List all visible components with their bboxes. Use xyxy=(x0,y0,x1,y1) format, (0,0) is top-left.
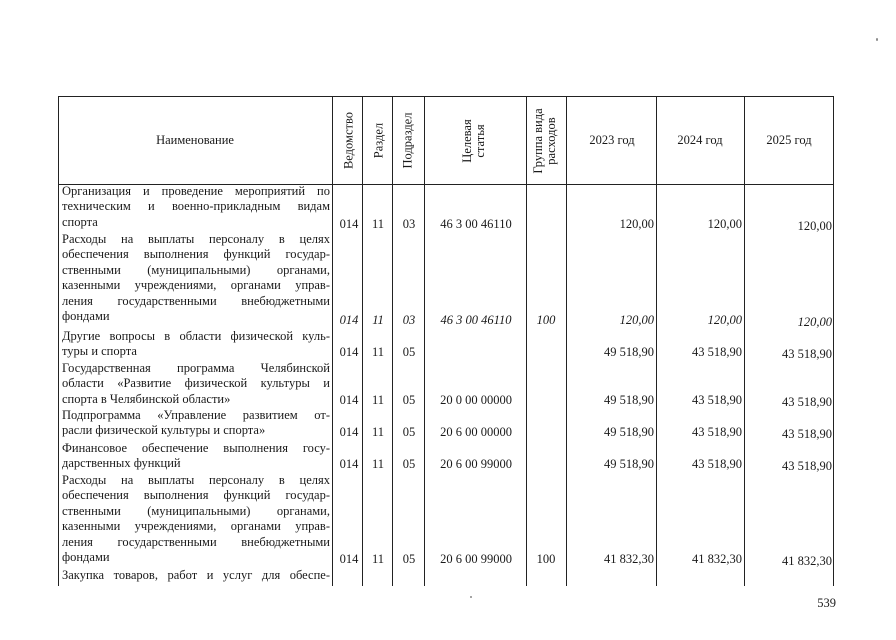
cell-razdel: 11 xyxy=(371,345,385,359)
col-border xyxy=(362,96,363,586)
cell-2023: 49 518,90 xyxy=(604,393,654,407)
cell-podrazdel: 05 xyxy=(402,457,416,471)
row-name xyxy=(62,232,330,324)
cell-podrazdel: 05 xyxy=(402,393,416,407)
cell-2025: 120,00 xyxy=(797,219,832,233)
header-gruppa xyxy=(532,98,562,184)
row-name xyxy=(62,184,330,230)
cell-2023: 120,00 xyxy=(619,313,654,327)
row-name xyxy=(62,441,330,472)
row-name-line: казенными учреждениями, органами управ- xyxy=(62,519,330,534)
cell-2024: 120,00 xyxy=(707,313,742,327)
row-name xyxy=(62,568,330,583)
row-name-line: ственными (муниципальными) органами, xyxy=(62,262,330,277)
cell-podrazdel: 03 xyxy=(402,217,416,231)
cell-gruppa: 100 xyxy=(536,552,556,566)
col-border xyxy=(526,96,527,586)
cell-podrazdel: 03 xyxy=(402,313,416,327)
cell-2023: 120,00 xyxy=(619,217,654,231)
header-2024: 2024 год xyxy=(677,133,723,147)
cell-vedomstvo: 014 xyxy=(339,345,359,359)
cell-2025: 43 518,90 xyxy=(782,427,832,441)
row-name-line: фондами xyxy=(62,308,110,323)
row-name-line: Расходы на выплаты персоналу в целях xyxy=(62,473,330,487)
cell-vedomstvo: 014 xyxy=(339,393,359,407)
cell-vedomstvo: 014 xyxy=(339,457,359,471)
row-name-line: Организация и проведение мероприятий по xyxy=(62,184,330,198)
row-name xyxy=(62,329,330,360)
cell-celevaya: 20 6 00 00000 xyxy=(440,425,512,439)
row-name-line: техническим и военно-прикладным видам xyxy=(62,199,330,214)
header-gruppa-line1: Группа вида xyxy=(531,108,545,174)
header-celevaya xyxy=(461,93,491,189)
header-2023: 2023 год xyxy=(589,133,635,147)
cell-celevaya: 20 6 00 99000 xyxy=(440,552,512,566)
row-name-line: фондами xyxy=(62,549,110,564)
row-name-line: Другие вопросы в области физической куль- xyxy=(62,329,330,343)
row-name-line: дарственных функций xyxy=(62,456,181,471)
row-name-line: Закупка товаров, работ и услуг для обеспе- xyxy=(62,568,330,582)
cell-vedomstvo: 014 xyxy=(339,313,359,327)
row-name-line: ления государственными внебюджетными xyxy=(62,534,330,549)
cell-razdel: 11 xyxy=(371,552,385,566)
cell-razdel: 11 xyxy=(371,393,385,407)
cell-2024: 41 832,30 xyxy=(692,552,742,566)
row-name-line: казенными учреждениями, органами управ- xyxy=(62,278,330,293)
cell-2025: 43 518,90 xyxy=(782,459,832,473)
cell-razdel: 11 xyxy=(371,425,385,439)
cell-podrazdel: 05 xyxy=(402,552,416,566)
col-border xyxy=(332,96,333,586)
cell-2025: 120,00 xyxy=(797,315,832,329)
cell-podrazdel: 05 xyxy=(402,345,416,359)
header-name: Наименование xyxy=(156,133,234,147)
scan-speck xyxy=(876,38,878,41)
row-name-line: расли физической культуры и спорта» xyxy=(62,423,266,438)
cell-celevaya: 20 0 00 00000 xyxy=(440,393,512,407)
cell-podrazdel: 05 xyxy=(402,425,416,439)
row-name-line: области «Развитие физической культуры и xyxy=(62,376,330,391)
col-border xyxy=(392,96,393,586)
col-border xyxy=(744,96,745,586)
row-name xyxy=(62,473,330,565)
cell-2023: 49 518,90 xyxy=(604,457,654,471)
cell-razdel: 11 xyxy=(371,457,385,471)
cell-2024: 43 518,90 xyxy=(692,425,742,439)
header-2025: 2025 год xyxy=(766,133,812,147)
cell-2025: 43 518,90 xyxy=(782,395,832,409)
col-border xyxy=(833,96,834,586)
header-vedomstvo: Ведомство xyxy=(341,111,356,170)
cell-2024: 120,00 xyxy=(707,217,742,231)
cell-celevaya: 20 6 00 99000 xyxy=(440,457,512,471)
header-gruppa-line2: расходов xyxy=(544,117,558,165)
header-celevaya-line2: статья xyxy=(473,124,487,158)
col-border xyxy=(58,96,59,586)
cell-vedomstvo: 014 xyxy=(339,552,359,566)
cell-razdel: 11 xyxy=(371,217,385,231)
cell-2023: 49 518,90 xyxy=(604,345,654,359)
col-border xyxy=(656,96,657,586)
col-border xyxy=(424,96,425,586)
row-name-line: ления государственными внебюджетными xyxy=(62,293,330,308)
row-name-line: Расходы на выплаты персоналу в целях xyxy=(62,232,330,246)
row-name-line: Финансовое обеспечение выполнения госу- xyxy=(62,441,330,455)
page-number: 539 xyxy=(817,596,836,610)
cell-celevaya: 46 3 00 46110 xyxy=(440,313,512,327)
header-podrazdel: Подраздел xyxy=(400,112,415,169)
cell-2025: 41 832,30 xyxy=(782,554,832,568)
row-name-line: туры и спорта xyxy=(62,344,137,359)
row-name-line: Государственная программа Челябинской xyxy=(62,361,330,375)
cell-celevaya: 46 3 00 46110 xyxy=(440,217,512,231)
cell-razdel: 11 xyxy=(372,313,384,327)
cell-vedomstvo: 014 xyxy=(339,425,359,439)
table-top-border xyxy=(58,96,834,97)
row-name xyxy=(62,408,330,439)
cell-vedomstvo: 014 xyxy=(339,217,359,231)
row-name xyxy=(62,361,330,407)
row-name-line: обеспечения выполнения функций государ- xyxy=(62,247,330,262)
cell-2023: 49 518,90 xyxy=(604,425,654,439)
row-name-line: спорта в Челябинской области» xyxy=(62,391,231,406)
header-razdel: Раздел xyxy=(371,122,386,159)
header-celevaya-line1: Целевая xyxy=(460,119,474,163)
cell-gruppa: 100 xyxy=(536,313,556,327)
cell-2024: 43 518,90 xyxy=(692,345,742,359)
col-border xyxy=(566,96,567,586)
row-name-line: обеспечения выполнения функций государ- xyxy=(62,488,330,503)
row-name-line: ственными (муниципальными) органами, xyxy=(62,503,330,518)
cell-2023: 41 832,30 xyxy=(604,552,654,566)
cell-2024: 43 518,90 xyxy=(692,457,742,471)
row-name-line: спорта xyxy=(62,214,98,229)
scan-speck xyxy=(470,596,472,598)
cell-2024: 43 518,90 xyxy=(692,393,742,407)
row-name-line: Подпрограмма «Управление развитием от- xyxy=(62,408,330,422)
cell-2025: 43 518,90 xyxy=(782,347,832,361)
